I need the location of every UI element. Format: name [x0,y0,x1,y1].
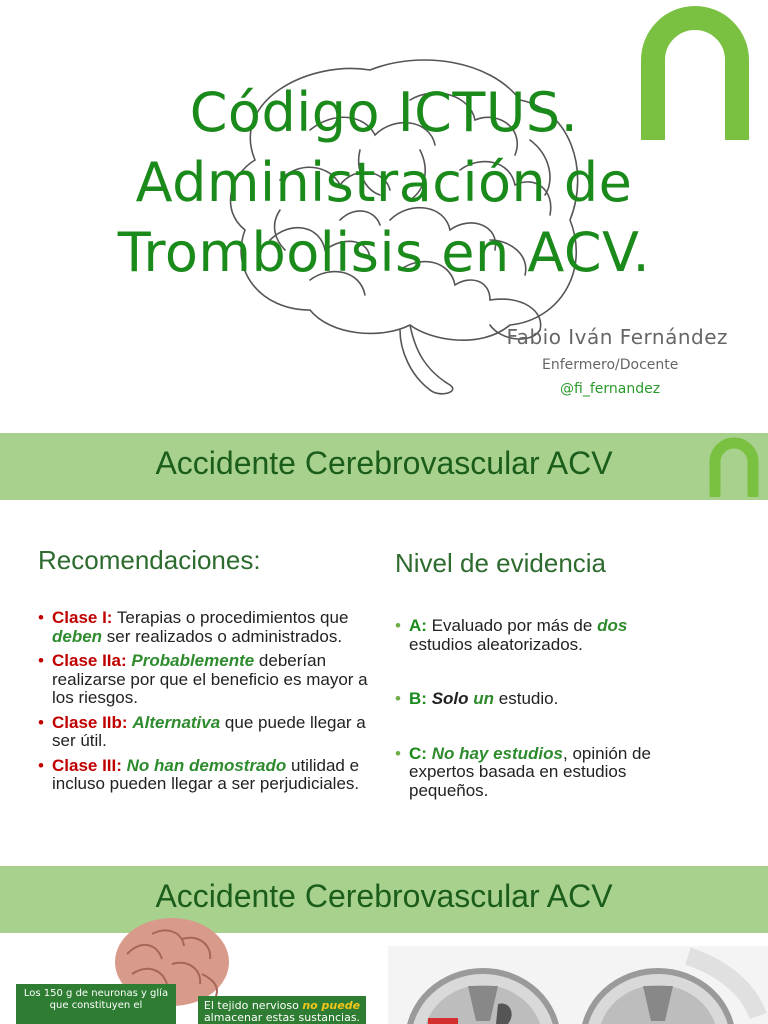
acv-slide [0,866,768,1024]
header-band [0,433,768,500]
author-role: Enfermero/Docente [542,357,679,373]
title-line-1: Código ICTUS. [189,81,579,144]
evidence-text: un [473,689,495,708]
evidence-text: , opinión de expertos basada en estudios pequeños. [409,743,651,800]
recommendation-text: Terapias o procedimientos que [112,608,349,627]
recommendation-item-1 [38,652,383,708]
evidence-text: estudio. [494,689,559,708]
evidence-text: Evaluado por más de [426,616,598,635]
evidence-label: B: [409,689,427,708]
title-line-3: Trombolisis en ACV. [117,221,651,284]
recommendation-text: No han demostrado [126,755,287,775]
info-box-tissue-text-end: almacenar estas sustancias. [203,1011,361,1024]
brain-scan-images [388,946,768,1024]
recommendation-label: Clase IIa: [52,651,127,670]
recommendation-text: deberían realizarse por que el beneficio es mayor a los riesgos. [52,651,368,707]
bullet-dot: • [395,616,401,635]
recommendation-label: Clase IIb: [52,712,128,732]
evidence-text: dos [597,616,628,635]
evidence-text: estudios aleatorizados. [409,634,583,654]
green-a-logo-icon [640,5,750,140]
bullet-dot: • [38,712,44,732]
recommendation-label: Clase I: [52,608,113,627]
recommendation-item-3 [38,757,383,794]
recommendation-text: utilidad e incluso pueden llegar a ser perjudiciales. [52,755,360,793]
evidence-text: No hay estudios [431,743,563,763]
info-box-tissue-text: El tejido nervioso [203,999,303,1012]
recommendation-item-0 [38,609,383,646]
evidence-item-1 [395,690,685,709]
info-box-neurons [16,984,176,1024]
evidence-list [395,617,685,836]
recommendations-list [38,609,383,800]
recommendation-item-2 [38,714,383,751]
recommendation-text: deben [52,626,103,646]
slide-header: Accidente Cerebrovascular ACV [155,878,613,914]
title-line-2: Administración de [135,151,633,214]
recommendation-text: Alternativa [132,712,221,732]
evidence-label: A: [409,616,427,635]
evidence-item-0 [395,617,685,654]
info-box-tissue [198,996,366,1024]
bullet-dot: • [38,608,44,627]
scan-marker [428,1018,458,1024]
scan-panel [388,946,768,1024]
evidence-text: Solo [431,689,469,708]
author-name: Fabio Iván Fernández [506,325,728,349]
evidence-label: C: [409,743,427,763]
slide-header: Accidente Cerebrovascular ACV [155,445,613,481]
evidence-item-2 [395,745,685,801]
recommendation-text: ser realizados o administrados. [102,626,343,646]
recommendations-title: Recomendaciones: [38,545,261,575]
bullet-dot: • [38,755,44,775]
info-box-tissue-highlight: no puede [302,999,361,1012]
bullet-dot: • [395,689,401,708]
recommendations-slide [0,433,768,848]
green-a-logo-icon [708,437,760,497]
recommendation-label: Clase III: [52,755,122,775]
bullet-dot: • [38,651,44,670]
info-box-neurons-text: Los 150 g de neuronas y glía que constituyen el [23,988,169,1011]
evidence-title: Nivel de evidencia [395,548,607,578]
bullet-dot: • [395,743,401,763]
recommendation-text: que puede llegar a ser útil. [52,712,366,750]
recommendation-text: Probablemente [131,651,255,670]
author-handle: @fi_fernandez [560,381,661,397]
title-slide [0,0,768,425]
